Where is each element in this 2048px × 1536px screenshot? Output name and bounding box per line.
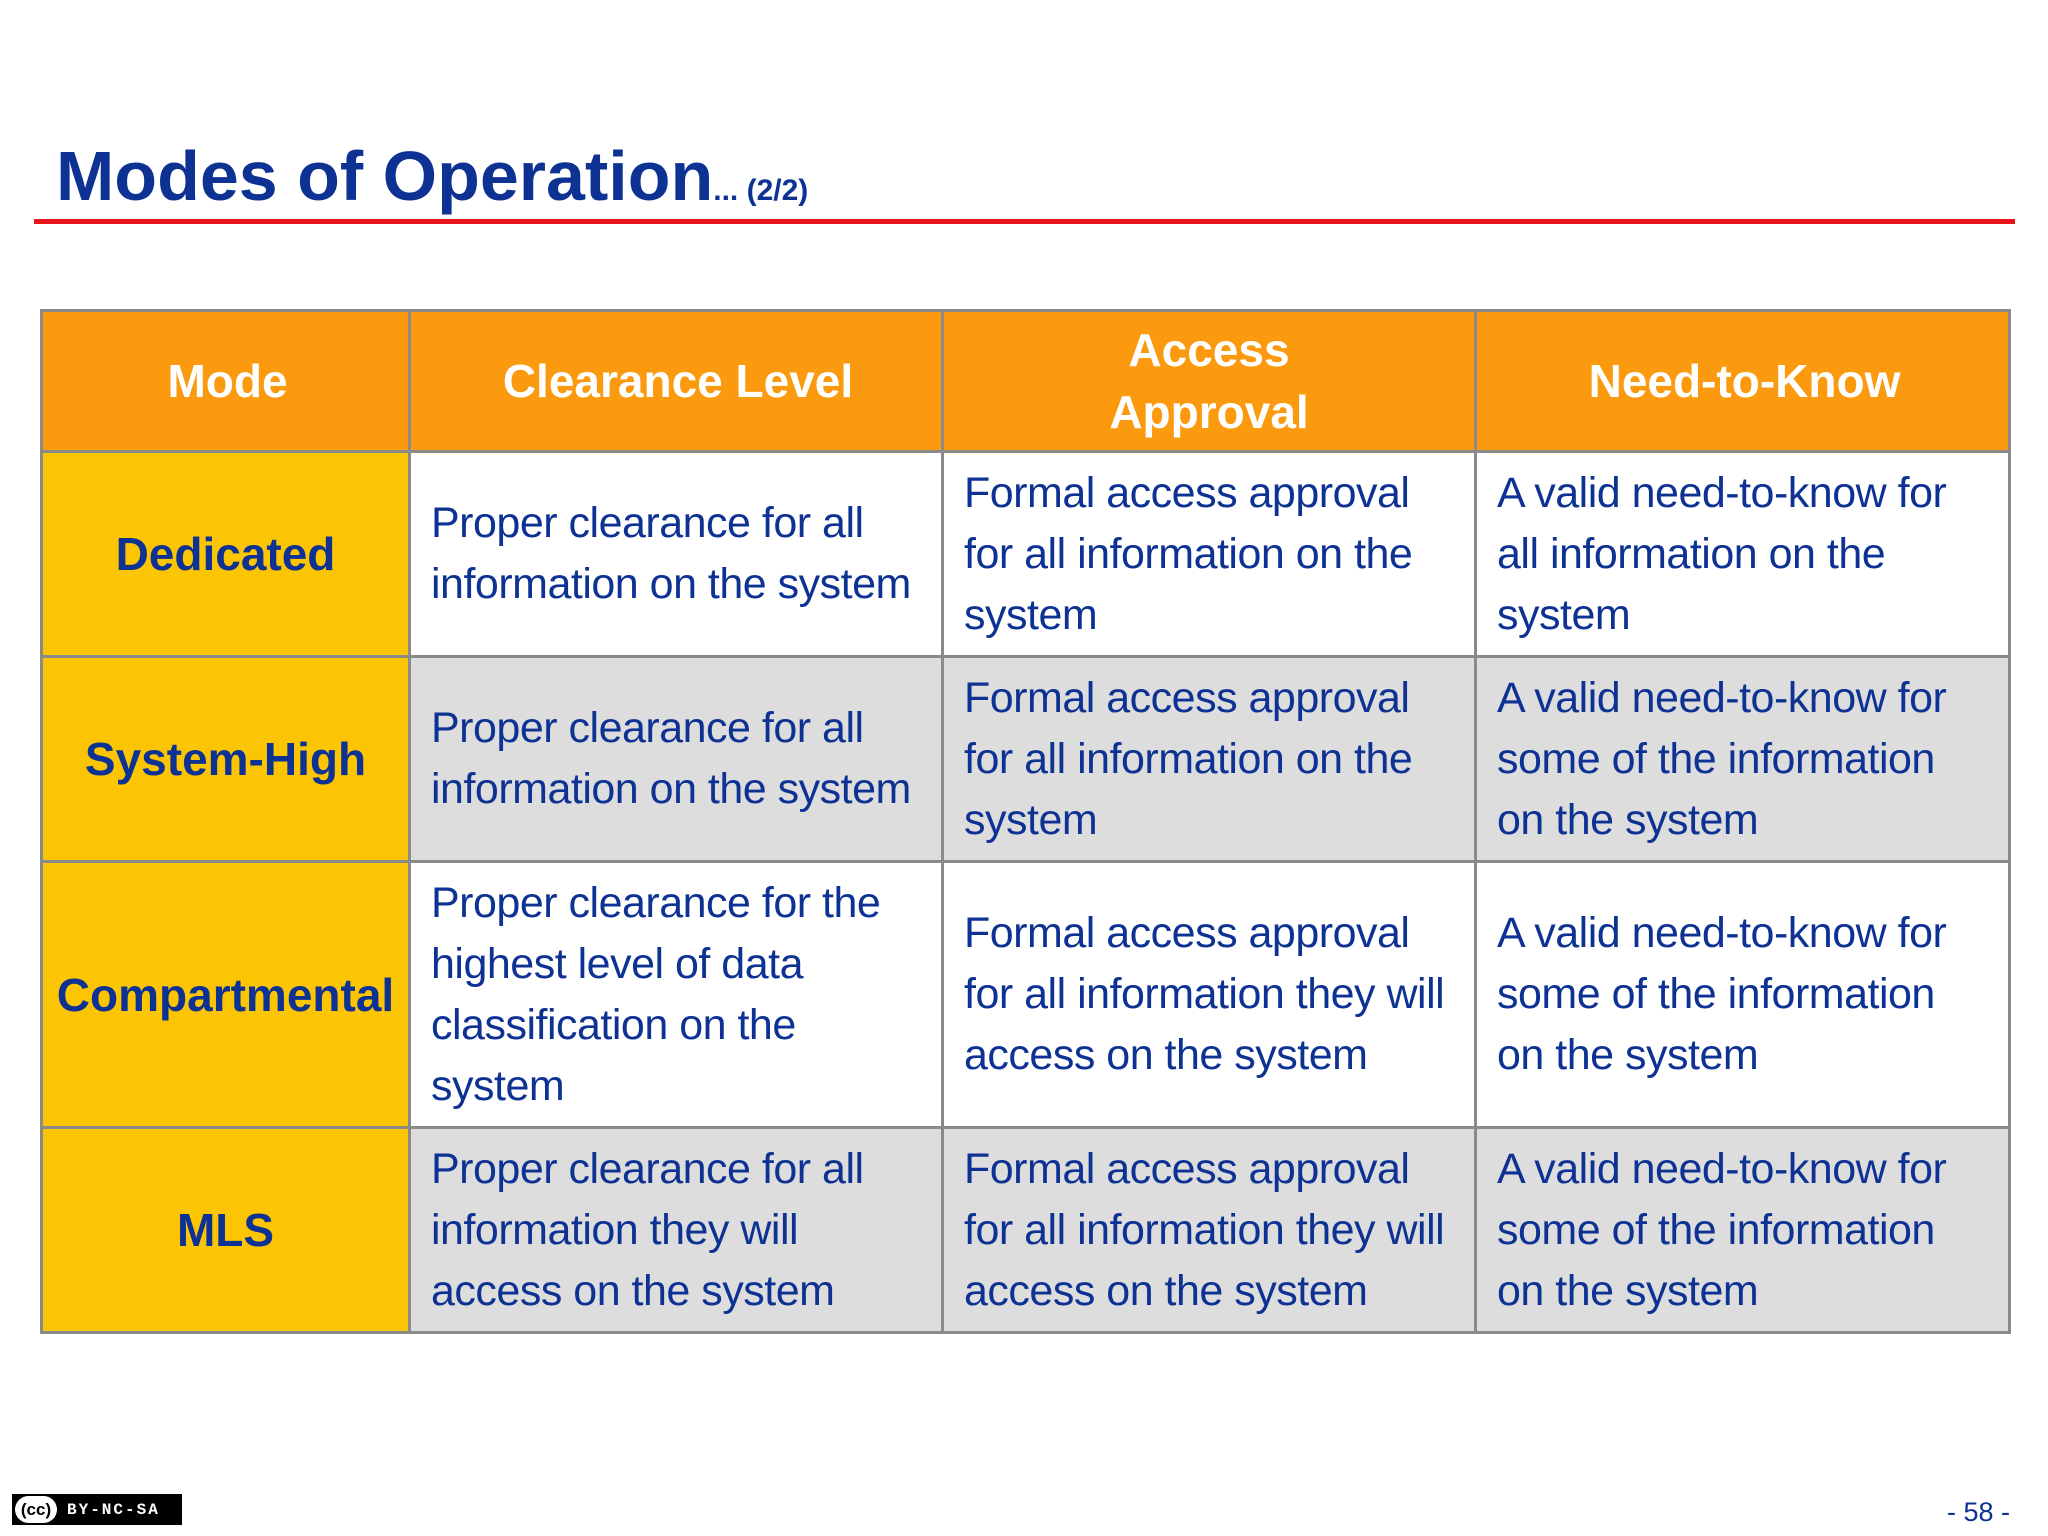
page-number: - 58 - [1946, 1497, 2010, 1527]
mode-cell: MLS [42, 1128, 410, 1333]
license-text: BY-NC-SA [67, 1500, 160, 1519]
approval-cell: Formal access approval for all information on the system [943, 657, 1476, 862]
table-row [42, 1128, 2010, 1333]
title-underline [34, 219, 2015, 224]
header-access-approval-label: Access Approval [1109, 324, 1309, 438]
approval-cell: Formal access approval for all information they will access on the system [943, 862, 1476, 1128]
need-to-know-cell: A valid need-to-know for some of the information on the system [1476, 862, 2010, 1128]
cc-license-badge [12, 1494, 182, 1525]
header-access-approval [943, 311, 1476, 452]
approval-cell: Formal access approval for all information they will access on the system [943, 1128, 1476, 1333]
creative-commons-icon: (cc) [15, 1496, 57, 1523]
need-to-know-cell: A valid need-to-know for all information on the system [1476, 452, 2010, 657]
modes-table [40, 309, 2011, 1334]
header-need-to-know: Need-to-Know [1476, 311, 2010, 452]
table-row [42, 862, 2010, 1128]
approval-cell: Formal access approval for all information on the system [943, 452, 1476, 657]
clearance-cell: Proper clearance for the highest level of data classification on the system [410, 862, 943, 1128]
clearance-cell: Proper clearance for all information on the system [410, 452, 943, 657]
need-to-know-cell: A valid need-to-know for some of the information on the system [1476, 1128, 2010, 1333]
mode-cell: Compartmental [42, 862, 410, 1128]
table-row [42, 452, 2010, 657]
header-clearance-level: Clearance Level [410, 311, 943, 452]
mode-cell: System-High [42, 657, 410, 862]
mode-cell: Dedicated [42, 452, 410, 657]
clearance-cell: Proper clearance for all information they will access on the system [410, 1128, 943, 1333]
title-suffix: ... (2/2) [713, 174, 809, 207]
page-title [56, 136, 808, 216]
clearance-cell: Proper clearance for all information on the system [410, 657, 943, 862]
table-header-row [42, 311, 2010, 452]
title-main: Modes of Operation [56, 137, 714, 215]
need-to-know-cell: A valid need-to-know for some of the information on the system [1476, 657, 2010, 862]
header-mode: Mode [42, 311, 410, 452]
table-row [42, 657, 2010, 862]
